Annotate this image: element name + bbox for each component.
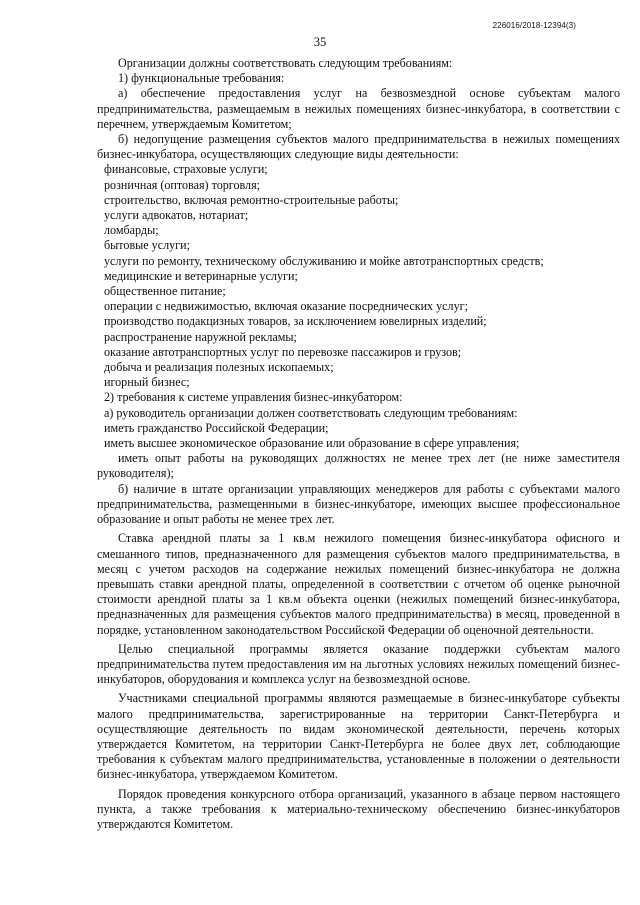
paragraph-staff-managers: б) наличие в штате организации управляющих менеджеров для работы с субъектами малого предпринимательства, размещенными в бизнес-инкубаторе, имеющих высшее профессиональное образование и опыт работы не менее трех лет. bbox=[97, 481, 620, 527]
list-item: финансовые, страховые услуги; bbox=[104, 162, 268, 177]
paragraph-item-b: б) недопущение размещения субъектов малого предпринимательства в нежилых помещениях бизнес-инкубатора, осуществляющих следующие виды деятельности: bbox=[97, 132, 620, 162]
list-item: бытовые услуги; bbox=[104, 238, 190, 253]
list-item: оказание автотранспортных услуг по перевозке пассажиров и грузов; bbox=[104, 344, 462, 359]
list-item: услуги по ремонту, техническому обслуживанию и мойке автотранспортных средств; bbox=[104, 253, 544, 268]
paragraph-experience: иметь опыт работы на руководящих должностях не менее трех лет (не ниже заместителя руководителя); bbox=[97, 451, 620, 481]
paragraph-selection-procedure: Порядок проведения конкурсного отбора организаций, указанного в абзаце первом настоящего пункта, а также требования к материально-техническому обеспечению бизнес-инкубаторов утверждаются Комитетом. bbox=[97, 786, 620, 831]
paragraph-management-requirements: 2) требования к системе управления бизнес-инкубатором: bbox=[104, 390, 403, 405]
paragraph-intro: Организации должны соответствовать следующим требованиям: bbox=[118, 56, 453, 70]
list-item: иметь гражданство Российской Федерации; bbox=[104, 420, 329, 435]
page-number: 35 bbox=[313, 35, 327, 49]
list-item: производство подакцизных товаров, за исключением ювелирных изделий; bbox=[104, 314, 487, 329]
paragraph-program-goal: Целью специальной программы является оказание поддержки субъектам малого предпринимательства путем предоставления им на льготных условиях нежилых помещений бизнес-инкубаторов, оборудования и комплекса услуг на безвозмездной основе. bbox=[97, 641, 620, 687]
list-item: операции с недвижимостью, включая оказание посреднических услуг; bbox=[104, 299, 468, 314]
list-item: иметь высшее экономическое образование или образование в сфере управления; bbox=[104, 436, 520, 451]
paragraph-manager-requirements: а) руководитель организации должен соответствовать следующим требованиям: bbox=[104, 405, 518, 420]
list-item: добыча и реализация полезных ископаемых; bbox=[104, 360, 334, 375]
list-item: ломбарды; bbox=[104, 223, 159, 238]
paragraph-item-a: а) обеспечение предоставления услуг на безвозмездной основе субъектам малого предпринимательства, размещаемым в нежилых помещениях бизнес-инкубатора, в соответствии с перечнем, утверждаемым Комитетом; bbox=[97, 86, 620, 131]
document-body bbox=[97, 56, 620, 832]
list-item: распространение наружной рекламы; bbox=[104, 329, 297, 344]
list-item: услуги адвокатов, нотариат; bbox=[104, 208, 249, 223]
list-item: общественное питание; bbox=[104, 284, 226, 299]
list-item: игорный бизнес; bbox=[104, 375, 190, 390]
document-id: 226016/2018-12394(3) bbox=[492, 21, 576, 30]
list-item: розничная (оптовая) торговля; bbox=[104, 177, 261, 192]
list-item: строительство, включая ремонтно-строительные работы; bbox=[104, 192, 399, 207]
list-item: медицинские и ветеринарные услуги; bbox=[104, 268, 298, 283]
paragraph-rent-rate: Ставка арендной платы за 1 кв.м нежилого помещения бизнес-инкубатора офисного и смешанного типов, предназначенного для размещения субъектов малого предпринимательства, в месяц с учетом расходов на содержание нежилых помещений бизнес-инкубатора не должна превышать ставки арендной платы, определенной в соответствии с отчетом об оценке рыночной стоимости арендной платы за 1 кв.м объекта оценки (нежилых помещений бизнес-инкубатора, предназначенных для размещения субъектов малого предпринимательства) в месяц, проведенной в порядке, установленном законодательством Российской Федерации об оценочной деятельности. bbox=[97, 531, 620, 637]
paragraph-functional-requirements: 1) функциональные требования: bbox=[118, 71, 285, 86]
paragraph-program-participants: Участниками специальной программы являются размещаемые в бизнес-инкубаторе субъекты малого предпринимательства, зарегистрированные на территории Санкт-Петербурга и осуществляющие деятельность по видам экономической деятельности, перечень которых утверждается Комитетом, на территории Санкт-Петербурга не более двух лет, соблюдающие требования к субъектам малого предпринимательства, установленные в положении о деятельности бизнес-инкубатора, утверждаемом Комитетом. bbox=[97, 691, 620, 782]
